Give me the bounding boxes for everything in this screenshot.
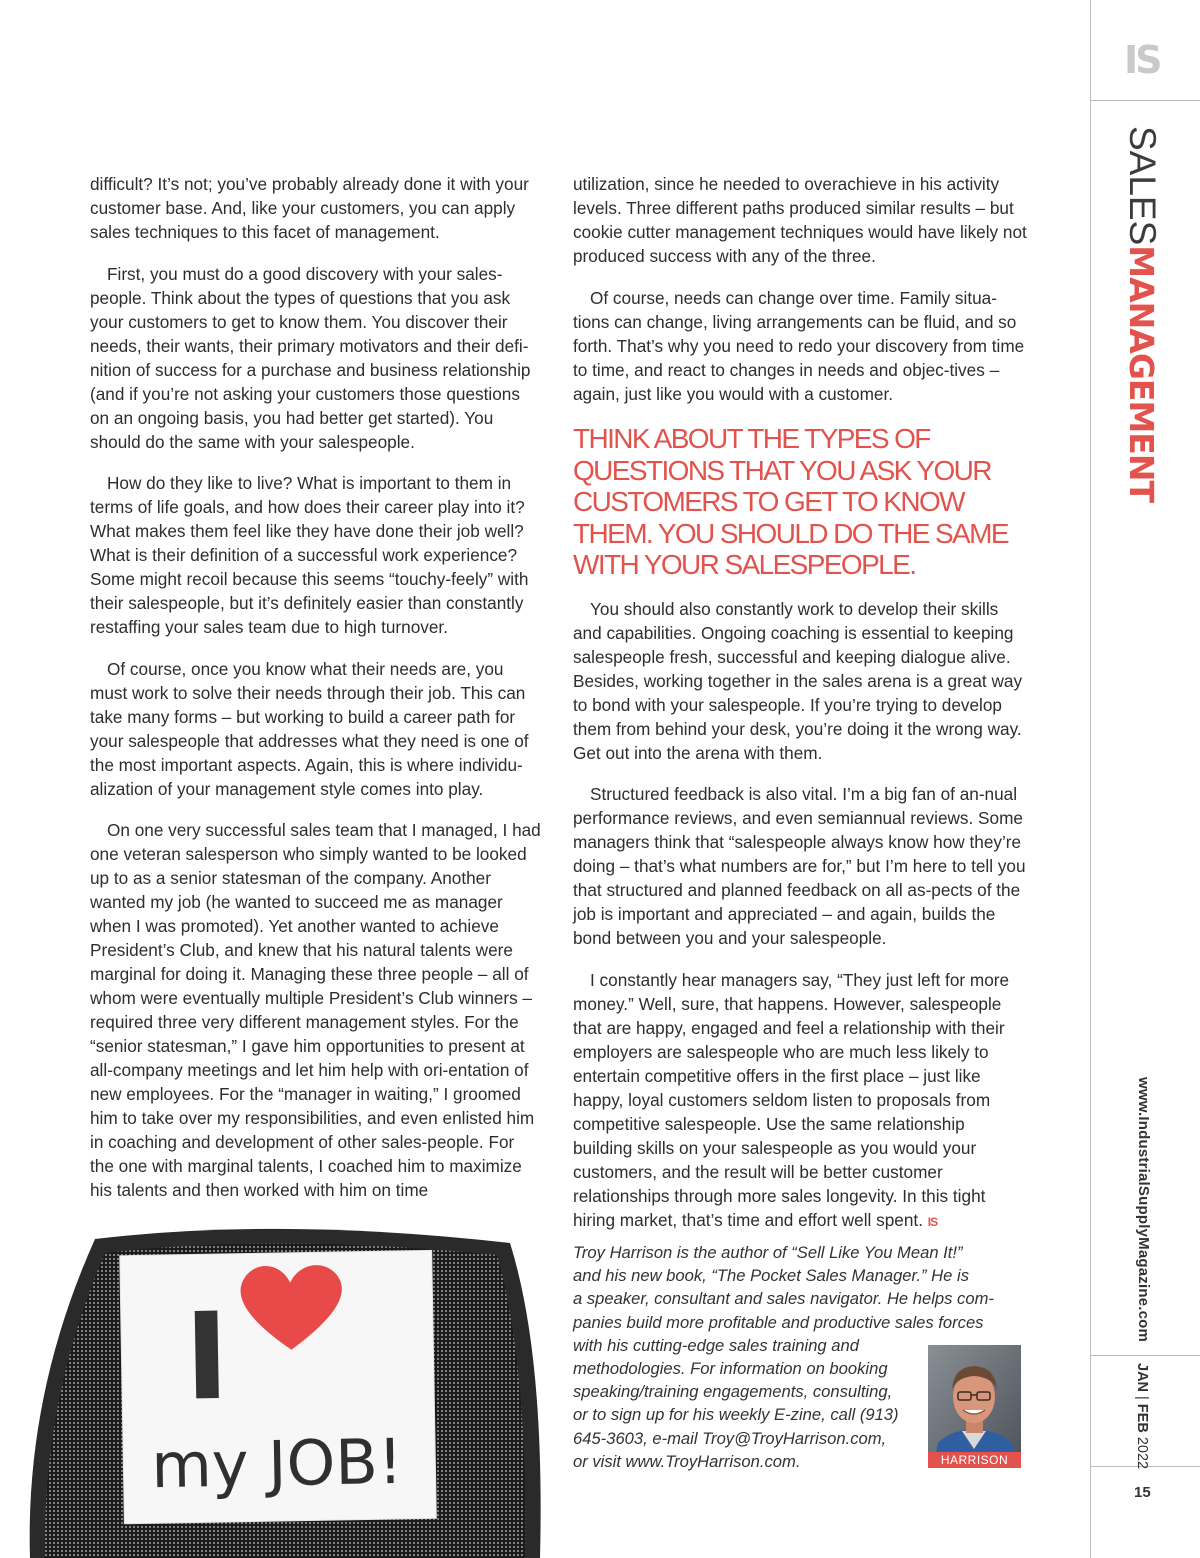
page-number: 15 [1134, 1484, 1151, 1501]
sign-words-my-job: my JOB! [150, 1424, 404, 1503]
bio-line: or visit www.TroyHarrison.com. [573, 1451, 801, 1471]
article-left-column [90, 172, 542, 1220]
bio-line: or to sign up for his weekly E-zine, call (913) [573, 1405, 899, 1425]
article-paragraph: You should also constantly work to develop their skills and capabilities. Ongoing coaching is essential to keeping salespeople fresh, successful and keeping dialogue alive. Besides, working together in the sales arena is a great way to bond with your salespeople. If you’re trying to develop them from behind your desk, you’re doing it the wrong way. Get out into the arena with them. [573, 598, 1023, 763]
end-mark-logo: IS [927, 1214, 938, 1229]
article-paragraph: Of course, once you know what their needs are, you must work to solve their needs through their job. This can take many forms – but working to build a career path for your salespeople that addresses what they need is one of the most important aspects. Again, this is where individu-alization of your management style comes into play. [90, 658, 529, 799]
article-paragraph: How do they like to live? What is important to them in terms of life goals, and how does their career play into it? What makes them feel like they have done their job well? What is their definition of a successful work experience? Some might recoil because this seems “touchy-feely” with their salespeople, but it’s definitely easier than constantly restaffing your sales team due to high turnover. [90, 473, 529, 637]
chair-illustration [0, 1225, 560, 1558]
magazine-logo: IS [1124, 38, 1160, 82]
article-paragraph-final [573, 968, 1028, 1234]
issue-month-2: FEB [1134, 1403, 1150, 1433]
issue-month-1: JAN [1134, 1363, 1150, 1393]
issue-date [1134, 1363, 1150, 1469]
article-right-column [573, 172, 1028, 1251]
article-paragraph: Structured feedback is also vital. I’m a big fan of an-nual performance reviews, and even semiannual reviews. Some managers think that “salespeople always know how they’re doing – that’s what numbers are for,” but I’m here to tell you that structured and planned feedback on all as-pects of the job is important and appreciated – and again, builds the bond between you and your salespeople. [573, 784, 1026, 949]
bio-line: with his cutting-edge sales training and [573, 1335, 859, 1355]
photo-caption: HARRISON [928, 1452, 1021, 1468]
sidebar-rule-top [1090, 100, 1200, 101]
article-paragraph: utilization, since he needed to overachieve in his activity levels. Three different paths produced similar results – but cookie cutter management techniques would have likely not produced success with any of the three. [573, 174, 1027, 266]
section-title-light: SALES [1122, 126, 1163, 246]
issue-separator: | [1134, 1396, 1150, 1400]
love-sign [120, 1250, 437, 1523]
sidebar-divider [1090, 0, 1091, 1558]
issue-year: 2022 [1134, 1436, 1150, 1470]
article-paragraph-text: I constantly hear managers say, “They just left for more money.” Well, sure, that happens. However, salespeople that are happy, engaged and feel a relationship with their employers are salespeople who are much less likely to entertain competitive offers in the first place – just like happy, loyal customers seldom listen to proposals from competitive salespeople. Use the same relationship building skills on your salespeople as you would your customers, and the result will be better customer relationships through more sales longevity. In this tight hiring market, that’s time and effort well spent. [573, 969, 1010, 1230]
sidebar-rule-mid [1090, 1355, 1200, 1356]
section-title [1121, 126, 1162, 502]
article-paragraph: difficult? It’s not; you’ve probably already done it with your customer base. And, like your customers, you can apply sales techniques to this facet of management. [90, 174, 529, 242]
bio-line: panies build more profitable and productive sales forces [573, 1312, 984, 1332]
article-paragraph: On one very successful sales team that I managed, I had one veteran salesperson who simply wanted to be looked up to as a senior statesman of the company. Another wanted my job (he wanted to succeed me as manager when I was promoted). Yet another wanted to achieve President’s Club, and knew that his natural talents were marginal for doing it. Managing these three people – all of whom were eventually multiple President’s Club winners – required three very different management styles. For the “senior statesman,” I gave him opportunities to present at all-company meetings and let him help with ori-entation of new employees. For the “manager in waiting,” I groomed him to take over my responsibilities, and even enlisted him in coaching and development of other sales-people. For the one with marginal talents, I coached him to maximize his talents and then worked with him on time [90, 820, 541, 1200]
bio-line: 645-3603, e-mail Troy@TroyHarrison.com, [573, 1428, 887, 1448]
article-paragraph: First, you must do a good discovery with your sales-people. Think about the types of questions that you ask your customers to get to know them. You discover their needs, their wants, their primary motivators and their defi-nition of success for a purchase and business relationship (and if you’re not asking your customers those questions on an ongoing basis, you had better get started). You should do the same with your salespeople. [90, 263, 531, 452]
sign-word-i: I [183, 1287, 231, 1428]
bio-line: a speaker, consultant and sales navigator. He helps com- [573, 1289, 994, 1309]
author-headshot [928, 1345, 1021, 1468]
bio-line: speaking/training engagements, consulting, [573, 1382, 893, 1402]
section-title-bold: MANAGEMENT [1122, 245, 1161, 502]
author-portrait-icon [928, 1345, 1021, 1468]
bio-line: and his new book, “The Pocket Sales Manager.” He is [573, 1266, 969, 1286]
article-paragraph: Of course, needs can change over time. Family situa-tions can change, living arrangements can be fluid, and so forth. That’s why you need to redo your discovery from time to time, and react to changes in needs and objec-tives – again, just like you would with a customer. [573, 287, 1025, 404]
website-url: www.IndustrialSupplyMagazine.com [1135, 1077, 1152, 1343]
bio-line: methodologies. For information on booking [573, 1359, 888, 1379]
pull-quote: THINK ABOUT THE TYPES OF QUESTIONS THAT YOU ASK YOUR CUSTOMERS TO GET TO KNOW THEM. YOU SHOULD DO THE SAME WITH YOUR SALESPEOPLE. [573, 423, 1008, 581]
bio-line: Troy Harrison is the author of “Sell Like You Mean It!” [573, 1243, 963, 1262]
